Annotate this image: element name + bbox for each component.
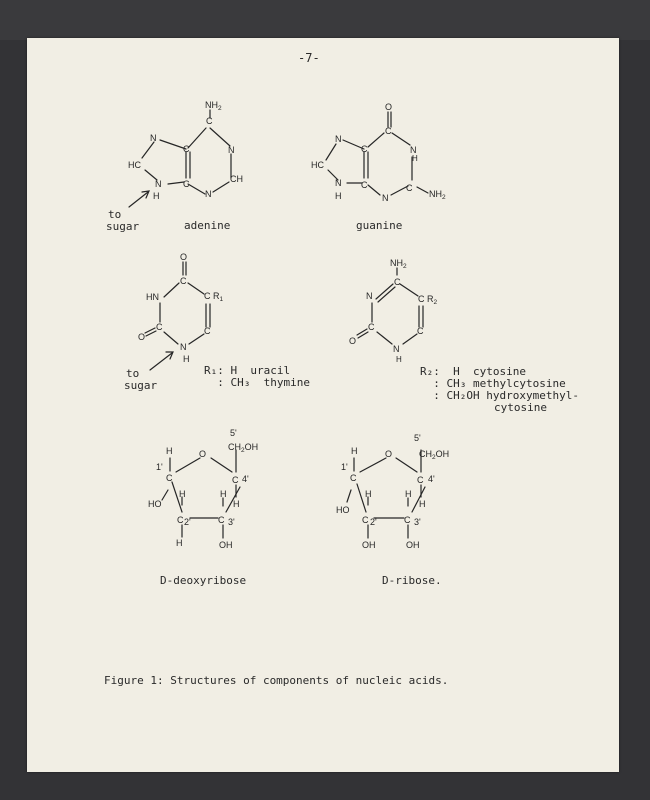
svg-text:4': 4' bbox=[242, 474, 249, 484]
svg-text:2': 2' bbox=[184, 517, 191, 527]
svg-text:C: C bbox=[183, 179, 190, 189]
svg-text:C: C bbox=[417, 326, 424, 336]
svg-text:C: C bbox=[368, 322, 375, 332]
svg-text:3': 3' bbox=[228, 517, 235, 527]
svg-text:O: O bbox=[349, 336, 357, 346]
svg-text:C: C bbox=[204, 326, 211, 336]
svg-text:NH2: $NH_2$ bbox=[429, 189, 446, 201]
svg-text:OH: OH bbox=[219, 540, 233, 550]
svg-text:HC: HC bbox=[128, 160, 141, 170]
r1-thymine-line: : CH₃ thymine bbox=[204, 376, 310, 389]
guanine-structure bbox=[311, 102, 446, 203]
svg-text:5': 5' bbox=[230, 428, 237, 438]
svg-text:C: C bbox=[180, 276, 187, 286]
svg-text:5': 5' bbox=[414, 433, 421, 443]
svg-text:H: H bbox=[335, 191, 342, 201]
r2-hydroxymethyl-line: : CH₂OH hydroxymethyl- bbox=[420, 389, 579, 402]
svg-text:O: O bbox=[138, 332, 146, 342]
svg-text:R1: $R_1$ bbox=[213, 291, 224, 303]
svg-text:HN: HN bbox=[146, 292, 159, 302]
to-sugar-label-1a: to bbox=[108, 208, 122, 221]
svg-text:R2: $R_2$ bbox=[427, 294, 438, 306]
svg-text:H: H bbox=[183, 354, 190, 364]
adenine-structure bbox=[128, 100, 243, 207]
r1-uracil-line: R₁: H uracil bbox=[204, 364, 291, 377]
ribose-label: D-ribose. bbox=[382, 574, 442, 587]
svg-text:CH2OH: $CH_2OH$ bbox=[419, 449, 450, 461]
svg-text:O: O bbox=[180, 252, 188, 262]
svg-text:H: H bbox=[179, 489, 186, 499]
svg-text:4': 4' bbox=[428, 474, 435, 484]
to-sugar-label-2a: to bbox=[126, 367, 140, 380]
svg-text:C: C bbox=[177, 515, 184, 525]
svg-text:C: C bbox=[166, 473, 173, 483]
svg-text:O: O bbox=[199, 449, 207, 459]
svg-text:C: C bbox=[232, 475, 239, 485]
svg-text:C: C bbox=[156, 322, 163, 332]
svg-text:N: N bbox=[335, 134, 342, 144]
svg-text:N: N bbox=[150, 133, 157, 143]
cytosine-structure bbox=[349, 258, 438, 364]
svg-text:H: H bbox=[220, 489, 227, 499]
svg-text:N: N bbox=[180, 342, 187, 352]
to-sugar-label-1b: sugar bbox=[106, 220, 140, 233]
svg-text:H: H bbox=[166, 446, 173, 456]
svg-text:HO: HO bbox=[336, 505, 350, 515]
svg-text:1': 1' bbox=[156, 462, 163, 472]
svg-text:2': 2' bbox=[370, 517, 377, 527]
svg-text:C: C bbox=[204, 291, 211, 301]
svg-text:C: C bbox=[406, 183, 413, 193]
svg-text:H: H bbox=[365, 489, 372, 499]
svg-text:CH2OH: $CH_2OH$ bbox=[228, 442, 259, 454]
figure-caption: Figure 1: Structures of components of nucleic acids. bbox=[104, 674, 449, 687]
svg-text:H: H bbox=[153, 191, 160, 201]
svg-text:NH2: $NH_2$ bbox=[390, 258, 407, 270]
deoxyribose-label: D-deoxyribose bbox=[160, 574, 247, 587]
r2-cytosine-line: R₂: H cytosine bbox=[420, 365, 526, 378]
svg-text:C: C bbox=[417, 475, 424, 485]
svg-text:CH: CH bbox=[230, 174, 243, 184]
svg-text:C: C bbox=[385, 126, 392, 136]
r2-methylcytosine-line: : CH₃ methylcytosine bbox=[420, 377, 566, 390]
svg-text:C: C bbox=[418, 294, 425, 304]
svg-text:N: N bbox=[393, 344, 400, 354]
svg-text:H: H bbox=[412, 154, 418, 163]
svg-text:3': 3' bbox=[414, 517, 421, 527]
ribose-structure bbox=[336, 433, 449, 550]
page-number: -7- bbox=[298, 51, 320, 65]
svg-text:N: N bbox=[205, 189, 212, 199]
svg-text:N: N bbox=[382, 193, 389, 203]
svg-text:H: H bbox=[419, 499, 426, 509]
svg-text:H: H bbox=[405, 489, 412, 499]
svg-text:C: C bbox=[350, 473, 357, 483]
svg-text:H: H bbox=[396, 355, 402, 364]
svg-text:C: C bbox=[361, 180, 368, 190]
adenine-nh2: $NH_2$ bbox=[205, 100, 222, 112]
svg-text:OH: OH bbox=[362, 540, 376, 550]
svg-text:OH: OH bbox=[406, 540, 420, 550]
svg-text:N: N bbox=[366, 291, 373, 301]
svg-text:HO: HO bbox=[148, 499, 162, 509]
svg-text:H: H bbox=[351, 446, 358, 456]
svg-text:N: N bbox=[155, 179, 162, 189]
svg-text:H: H bbox=[176, 538, 183, 548]
svg-text:C: C bbox=[394, 277, 401, 287]
adenine-label: adenine bbox=[184, 219, 231, 232]
svg-text:1': 1' bbox=[341, 462, 348, 472]
svg-text:C: C bbox=[404, 515, 411, 525]
svg-text:N: N bbox=[228, 145, 235, 155]
deoxyribose-structure bbox=[148, 428, 258, 550]
r2-cytosine-cont-line: cytosine bbox=[494, 401, 547, 414]
to-sugar-label-2b: sugar bbox=[124, 379, 158, 392]
svg-text:H: H bbox=[233, 499, 240, 509]
svg-text:C: C bbox=[361, 144, 368, 154]
svg-text:N: N bbox=[335, 178, 342, 188]
svg-text:C: C bbox=[206, 116, 213, 126]
svg-text:HC: HC bbox=[311, 160, 324, 170]
svg-text:C: C bbox=[218, 515, 225, 525]
svg-text:C: C bbox=[183, 144, 190, 154]
guanine-label: guanine bbox=[356, 219, 403, 232]
uracil-structure bbox=[138, 252, 224, 370]
svg-text:C: C bbox=[362, 515, 369, 525]
svg-text:O: O bbox=[385, 449, 393, 459]
svg-text:O: O bbox=[385, 102, 393, 112]
svg-text:N: N bbox=[410, 145, 417, 155]
